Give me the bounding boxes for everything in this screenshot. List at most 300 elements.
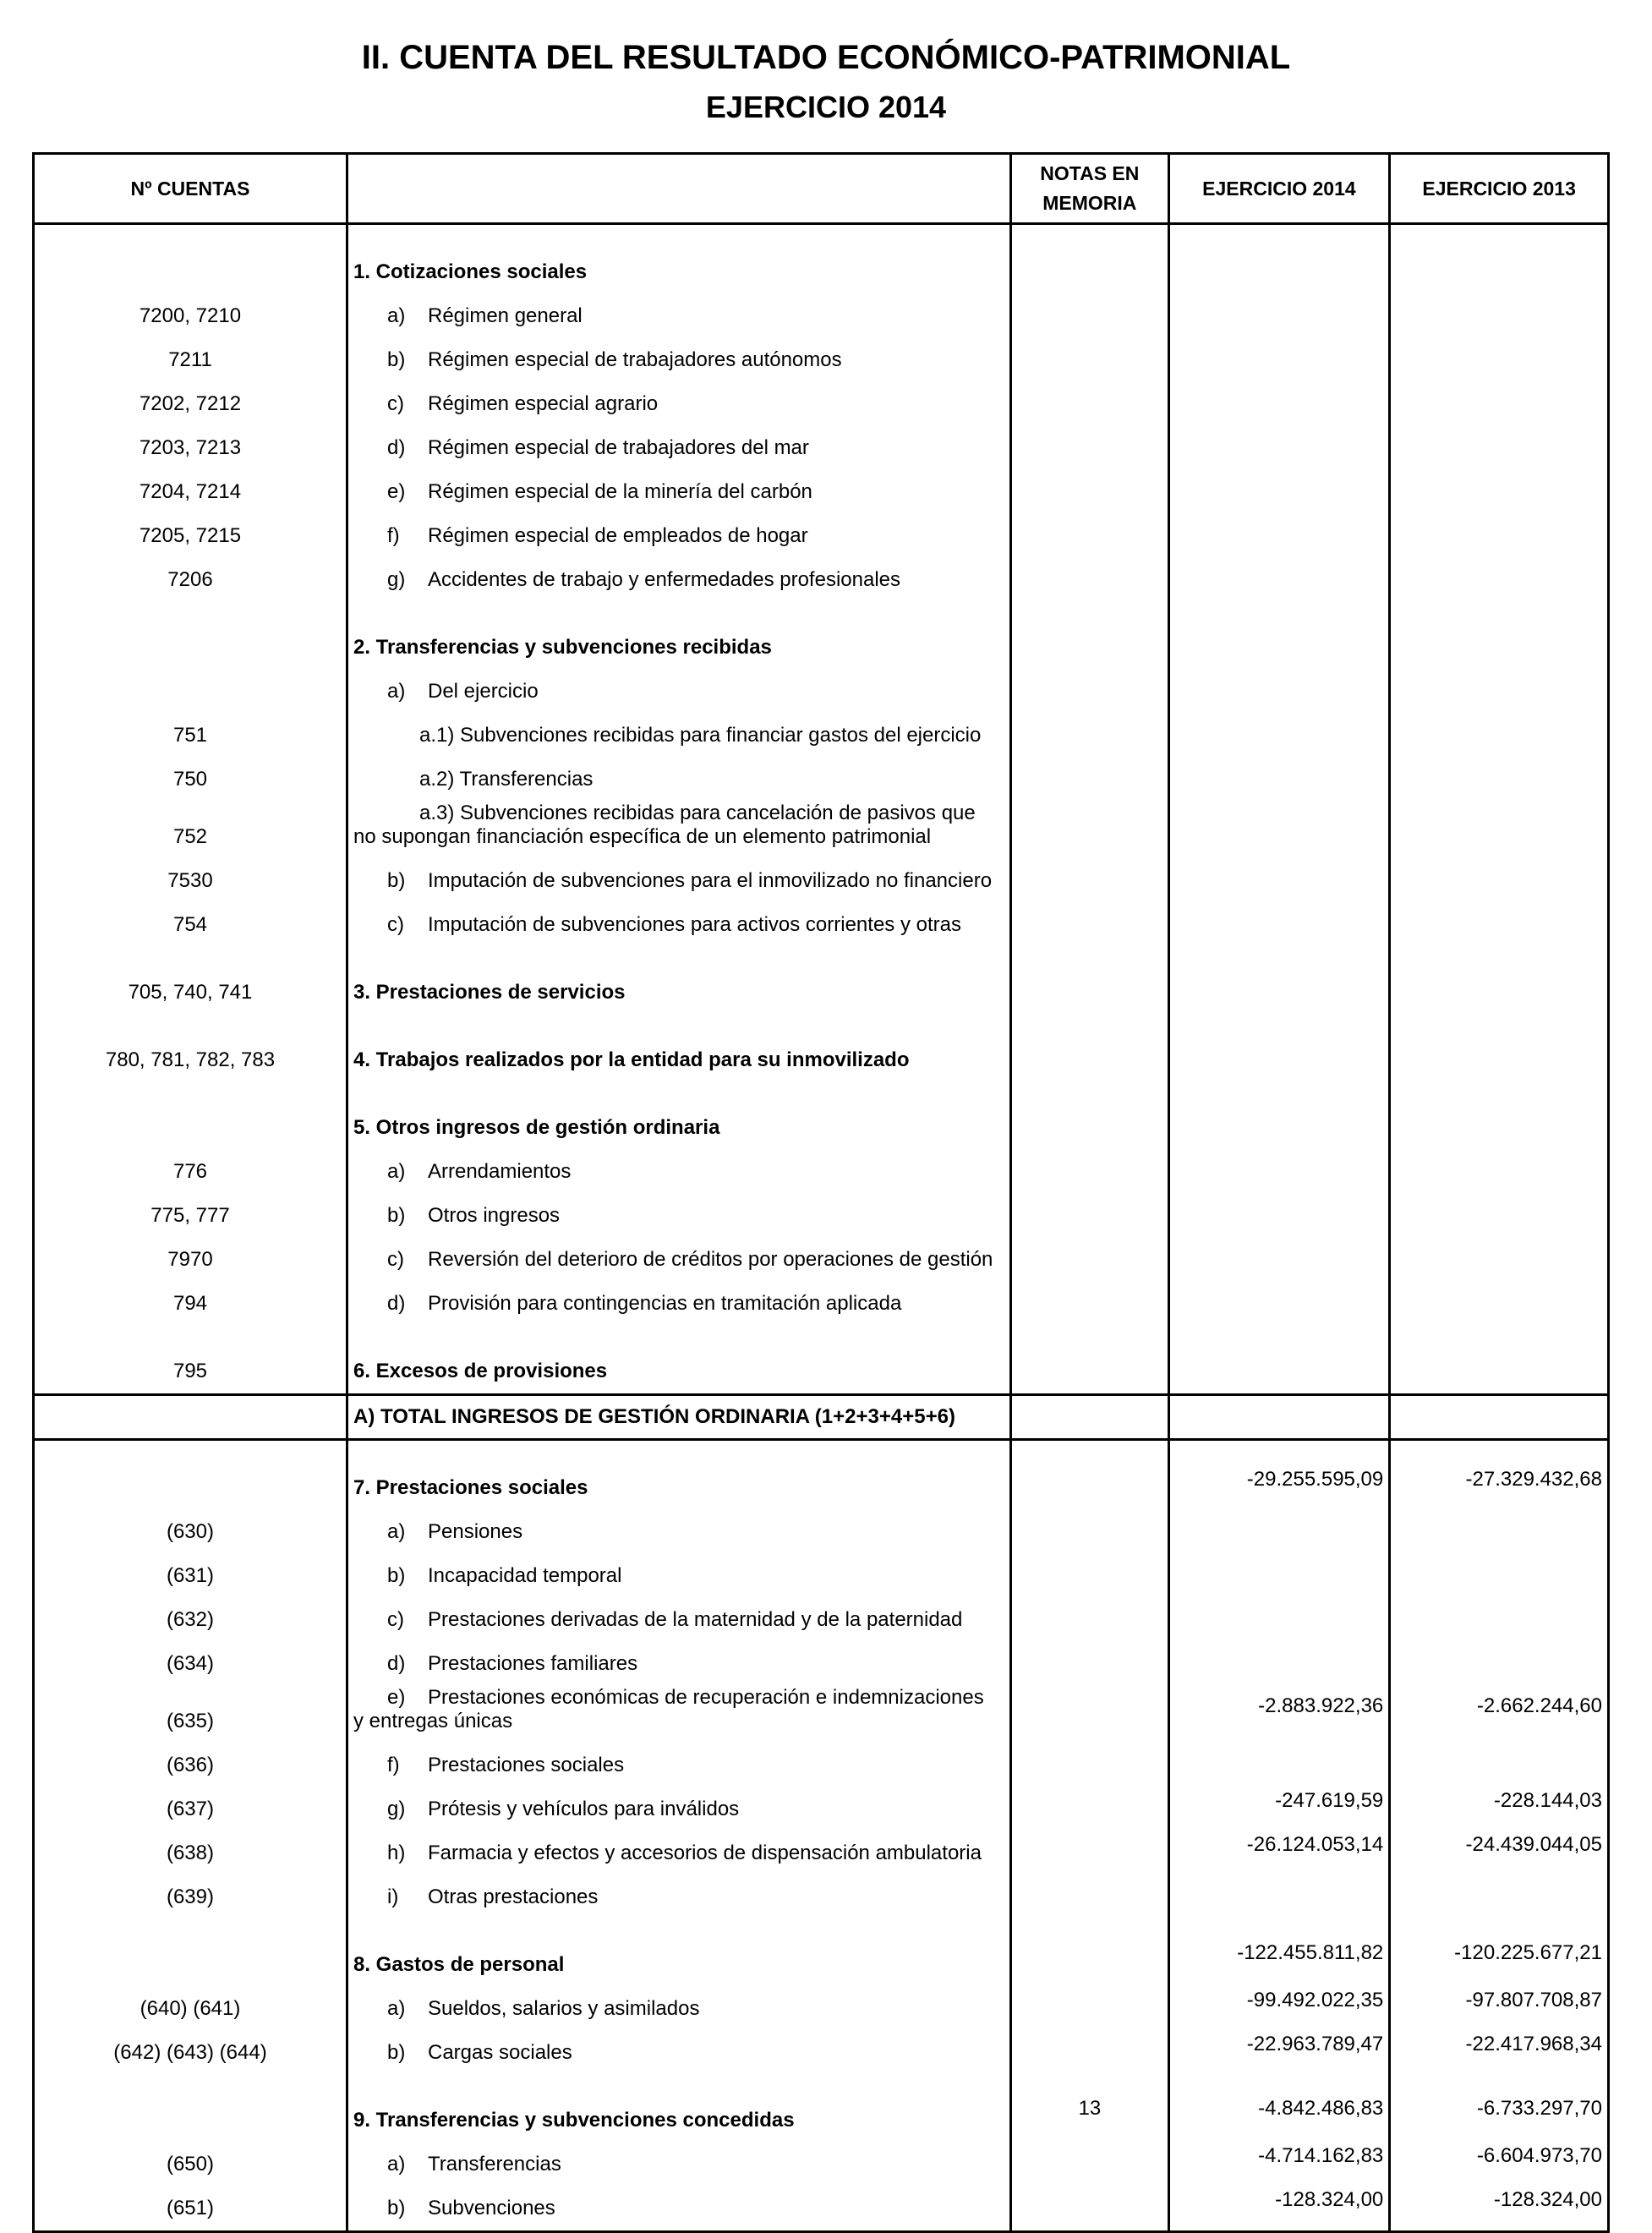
notes-cell	[1011, 940, 1169, 1008]
amount-2013-cell: -6.604.973,70	[1390, 2136, 1609, 2180]
amount-2014-cell	[1168, 463, 1390, 507]
description-cell	[347, 2024, 1010, 2068]
amount-2014-cell	[1168, 663, 1390, 707]
amount-2014-cell	[1168, 751, 1390, 795]
account-cell: 7211	[34, 331, 347, 375]
table-row	[34, 1781, 1609, 1825]
table-row	[34, 1913, 1609, 1980]
income-section	[34, 224, 1609, 1395]
item-bullet: b)	[386, 869, 406, 892]
item-bullet: h)	[386, 1842, 406, 1864]
account-cell: 750	[34, 751, 347, 795]
table-row	[34, 1737, 1609, 1781]
amount-2014-cell	[1168, 1635, 1390, 1679]
notes-cell	[1011, 1980, 1169, 2024]
total-2013-cell	[1390, 1395, 1609, 1440]
table-row	[34, 795, 1609, 852]
notes-cell	[1011, 331, 1169, 375]
item-wrapper	[353, 524, 808, 548]
item-label: Régimen especial agrario	[427, 392, 659, 415]
table-row	[34, 419, 1609, 463]
table-row	[34, 1008, 1609, 1075]
item-label: Régimen especial de la minería del carbón	[427, 480, 812, 503]
amount-2013-cell: -120.225.677,21	[1390, 1913, 1609, 1980]
description-cell	[347, 595, 1010, 663]
item-label: Accidentes de trabajo y enfermedades profesionales	[427, 568, 900, 591]
account-cell: (637)	[34, 1781, 347, 1825]
section-heading: 3. Prestaciones de servicios	[353, 981, 626, 1004]
item-label: Incapacidad temporal	[427, 1564, 622, 1587]
item-bullet: b)	[386, 348, 406, 371]
amount-2014-cell: -22.963.789,47	[1168, 2024, 1390, 2068]
item-bullet: a)	[386, 1997, 406, 2020]
amount-2013-cell	[1390, 751, 1609, 795]
amount-2013-cell	[1390, 1231, 1609, 1275]
header-year-2014: EJERCICIO 2014	[1168, 154, 1390, 224]
item-bullet: c)	[386, 1248, 404, 1271]
account-cell	[34, 2068, 347, 2136]
table-row	[34, 1980, 1609, 2024]
description-cell	[347, 1781, 1010, 1825]
item-wrapper	[353, 348, 842, 372]
amount-2013-cell: -22.417.968,34	[1390, 2024, 1609, 2068]
section-heading: 6. Excesos de provisiones	[353, 1360, 608, 1382]
amount-2014-cell: -247.619,59	[1168, 1781, 1390, 1825]
account-cell: 752	[34, 795, 347, 852]
amount-2014-cell	[1168, 224, 1390, 288]
table-row	[34, 224, 1609, 288]
table-row	[34, 2180, 1609, 2232]
item-wrapper	[353, 436, 809, 460]
description-cell	[347, 375, 1010, 419]
table-row	[34, 1075, 1609, 1143]
notes-cell	[1011, 896, 1169, 940]
amount-2014-cell: -4.714.162,83	[1168, 2136, 1390, 2180]
notes-cell	[1011, 1275, 1169, 1319]
section-heading: 8. Gastos de personal	[353, 1953, 565, 1976]
expense-section	[34, 1440, 1609, 2232]
item-bullet: a)	[386, 1520, 406, 1543]
account-cell: (632)	[34, 1591, 347, 1635]
table-row	[34, 1591, 1609, 1635]
item-wrapper	[353, 913, 961, 937]
table-row	[34, 375, 1609, 419]
item-label: Farmacia y efectos y accesorios de dispensación ambulatoria	[427, 1842, 982, 1864]
amount-2014-cell	[1168, 707, 1390, 751]
sub-item-label: a.2) Transferencias	[418, 768, 594, 791]
description-cell	[347, 1075, 1010, 1143]
notes-cell	[1011, 2180, 1169, 2232]
description-cell	[347, 1591, 1010, 1635]
notes-cell	[1011, 1231, 1169, 1275]
item-bullet: f)	[386, 1754, 400, 1776]
amount-2014-cell	[1168, 419, 1390, 463]
notes-cell	[1011, 1737, 1169, 1781]
account-cell: 754	[34, 896, 347, 940]
item-wrapper	[353, 1248, 993, 1272]
amount-2014-cell	[1168, 1503, 1390, 1547]
description-cell	[347, 224, 1010, 288]
notes-cell	[1011, 1869, 1169, 1913]
amount-2013-cell	[1390, 940, 1609, 1008]
item-wrapper	[353, 1997, 699, 2021]
amount-2014-cell	[1168, 331, 1390, 375]
amount-2014-cell	[1168, 1547, 1390, 1591]
account-cell: 7530	[34, 852, 347, 896]
amount-2014-cell	[1168, 375, 1390, 419]
amount-2013-cell	[1390, 507, 1609, 551]
amount-2013-cell	[1390, 419, 1609, 463]
notes-cell	[1011, 507, 1169, 551]
item-wrapper	[353, 392, 658, 416]
table-row	[34, 1319, 1609, 1395]
table-row	[34, 507, 1609, 551]
amount-2014-cell: -99.492.022,35	[1168, 1980, 1390, 2024]
item-label: Prestaciones familiares	[427, 1652, 638, 1675]
amount-2013-cell: -27.329.432,68	[1390, 1440, 1609, 1504]
item-bullet: a)	[386, 2153, 406, 2176]
notes-cell	[1011, 751, 1169, 795]
description-cell	[347, 852, 1010, 896]
amount-2013-cell	[1390, 896, 1609, 940]
notes-cell	[1011, 224, 1169, 288]
table-row	[34, 1547, 1609, 1591]
amount-2013-cell: -2.662.244,60	[1390, 1679, 1609, 1737]
amount-2014-cell	[1168, 795, 1390, 852]
item-wrapper	[353, 1686, 984, 1710]
table-row	[34, 1503, 1609, 1547]
amount-2013-cell	[1390, 463, 1609, 507]
item-bullet: b)	[386, 2197, 406, 2219]
account-cell: (650)	[34, 2136, 347, 2180]
page-subtitle: EJERCICIO 2014	[705, 90, 947, 124]
amount-2013-cell: -24.439.044,05	[1390, 1825, 1609, 1869]
item-bullet: e)	[386, 1686, 406, 1709]
description-cell	[347, 1440, 1010, 1504]
account-cell: (640) (641)	[34, 1980, 347, 2024]
item-label: Prestaciones económicas de recuperación e indemnizaciones	[427, 1686, 984, 1709]
table-row	[34, 595, 1609, 663]
item-wrapper	[353, 1798, 739, 1821]
table-row	[34, 1679, 1609, 1737]
header-description	[347, 154, 1010, 224]
amount-2014-cell: -26.124.053,14	[1168, 1825, 1390, 1869]
description-cell	[347, 1503, 1010, 1547]
notes-cell	[1011, 1008, 1169, 1075]
item-label: Régimen especial de empleados de hogar	[427, 524, 808, 547]
description-cell	[347, 1635, 1010, 1679]
table-row	[34, 663, 1609, 707]
section-heading: 1. Cotizaciones sociales	[353, 260, 588, 283]
sub-item-label: a.3) Subvenciones recibidas para cancelación de pasivos que	[418, 802, 976, 824]
amount-2013-cell	[1390, 795, 1609, 852]
account-cell: (642) (643) (644)	[34, 2024, 347, 2068]
amount-2014-cell	[1168, 1275, 1390, 1319]
item-bullet: d)	[386, 1652, 406, 1675]
amount-2013-cell	[1390, 1075, 1609, 1143]
amount-2013-cell	[1390, 1319, 1609, 1395]
account-cell: (638)	[34, 1825, 347, 1869]
amount-2014-cell	[1168, 1008, 1390, 1075]
amount-2014-cell	[1168, 1075, 1390, 1143]
notes-cell	[1011, 1781, 1169, 1825]
account-cell: (639)	[34, 1869, 347, 1913]
description-cell	[347, 1547, 1010, 1591]
section-heading: 9. Transferencias y subvenciones concedidas	[353, 2109, 795, 2132]
account-cell	[34, 1913, 347, 1980]
notes-cell	[1011, 375, 1169, 419]
table-row	[34, 1231, 1609, 1275]
amount-2013-cell	[1390, 595, 1609, 663]
item-wrapper	[353, 680, 539, 703]
description-cell	[347, 2136, 1010, 2180]
notes-cell	[1011, 419, 1169, 463]
amount-2014-cell: -4.842.486,83	[1168, 2068, 1390, 2136]
account-cell: 7202, 7212	[34, 375, 347, 419]
item-label: Otros ingresos	[427, 1204, 561, 1227]
notes-cell	[1011, 1440, 1169, 1504]
item-bullet: b)	[386, 1204, 406, 1227]
description-cell	[347, 507, 1010, 551]
item-bullet: f)	[386, 524, 400, 547]
table-row	[34, 1825, 1609, 1869]
item-wrapper	[353, 869, 992, 893]
notes-cell	[1011, 1547, 1169, 1591]
section-heading: 4. Trabajos realizados por la entidad para su inmovilizado	[353, 1048, 910, 1071]
description-cell	[347, 1679, 1010, 1737]
amount-2013-cell	[1390, 375, 1609, 419]
item-label: Del ejercicio	[427, 680, 539, 703]
item-label: Reversión del deterioro de créditos por operaciones de gestión	[427, 1248, 993, 1271]
header-year-2013: EJERCICIO 2013	[1390, 154, 1609, 224]
item-wrapper	[353, 1160, 571, 1184]
amount-2013-cell	[1390, 852, 1609, 896]
item-bullet: d)	[386, 436, 406, 459]
item-bullet: a)	[386, 304, 406, 327]
section-heading: 7. Prestaciones sociales	[353, 1476, 588, 1499]
amount-2013-cell	[1390, 331, 1609, 375]
item-wrapper	[353, 1204, 560, 1228]
account-cell: (635)	[34, 1679, 347, 1737]
sub-item-label: a.1) Subvenciones recibidas para financiar gastos del ejercicio	[418, 724, 982, 747]
item-label-continued: y entregas únicas	[353, 1710, 513, 1732]
account-cell: 751	[34, 707, 347, 751]
notes-cell	[1011, 852, 1169, 896]
account-cell: 795	[34, 1319, 347, 1395]
item-label: Otras prestaciones	[427, 1885, 599, 1908]
item-wrapper	[353, 1608, 962, 1632]
notes-cell	[1011, 795, 1169, 852]
amount-2014-cell	[1168, 507, 1390, 551]
amount-2014-cell: -29.255.595,09	[1168, 1440, 1390, 1504]
account-cell	[34, 595, 347, 663]
table-row	[34, 751, 1609, 795]
description-cell	[347, 1737, 1010, 1781]
amount-2014-cell: -2.883.922,36	[1168, 1679, 1390, 1737]
item-wrapper	[353, 1292, 901, 1316]
item-bullet: d)	[386, 1292, 406, 1315]
amount-2014-cell	[1168, 1319, 1390, 1395]
notes-cell	[1011, 595, 1169, 663]
description-cell	[347, 795, 1010, 852]
account-cell: 7204, 7214	[34, 463, 347, 507]
account-cell: (631)	[34, 1547, 347, 1591]
table-row	[34, 707, 1609, 751]
table-header-row	[34, 154, 1609, 224]
account-cell: 775, 777	[34, 1187, 347, 1231]
description-cell	[347, 551, 1010, 595]
amount-2014-cell	[1168, 1231, 1390, 1275]
notes-cell	[1011, 1075, 1169, 1143]
item-bullet: a)	[386, 1160, 406, 1183]
item-bullet: b)	[386, 1564, 406, 1587]
table-row	[34, 852, 1609, 896]
description-cell	[347, 287, 1010, 331]
notes-cell	[1011, 1679, 1169, 1737]
table-row	[34, 940, 1609, 1008]
amount-2014-cell	[1168, 1143, 1390, 1187]
account-cell	[34, 224, 347, 288]
account-cell: 776	[34, 1143, 347, 1187]
item-label: Prestaciones derivadas de la maternidad y de la paternidad	[427, 1608, 963, 1631]
notes-cell: 13	[1011, 2068, 1169, 2136]
item-label: Prestaciones sociales	[427, 1754, 625, 1776]
item-wrapper	[353, 1520, 522, 1544]
item-wrapper	[353, 304, 583, 328]
page-title: II. CUENTA DEL RESULTADO ECONÓMICO-PATRIMONIAL	[361, 39, 1291, 76]
section-heading: 5. Otros ingresos de gestión ordinaria	[353, 1116, 720, 1139]
item-label: Provisión para contingencias en tramitación aplicada	[427, 1292, 902, 1315]
item-wrapper	[353, 1885, 598, 1909]
item-label: Sueldos, salarios y asimilados	[427, 1997, 700, 2020]
amount-2014-cell	[1168, 551, 1390, 595]
notes-cell	[1011, 2136, 1169, 2180]
item-bullet: e)	[386, 480, 406, 503]
notes-cell	[1011, 287, 1169, 331]
table-row	[34, 1440, 1609, 1504]
table-row	[34, 2136, 1609, 2180]
description-cell	[347, 1008, 1010, 1075]
total-accounts-cell	[34, 1395, 347, 1440]
amount-2014-cell	[1168, 1737, 1390, 1781]
item-bullet: c)	[386, 392, 404, 415]
description-cell	[347, 1319, 1010, 1395]
description-cell	[347, 2068, 1010, 2136]
table-row	[34, 2068, 1609, 2136]
amount-2014-cell	[1168, 595, 1390, 663]
account-cell: 705, 740, 741	[34, 940, 347, 1008]
amount-2014-cell	[1168, 287, 1390, 331]
amount-2013-cell: -97.807.708,87	[1390, 1980, 1609, 2024]
table-row	[34, 287, 1609, 331]
notes-cell	[1011, 1319, 1169, 1395]
notes-cell	[1011, 1503, 1169, 1547]
header-notes: NOTAS EN MEMORIA	[1011, 154, 1169, 224]
item-wrapper	[353, 1564, 621, 1588]
notes-cell	[1011, 707, 1169, 751]
description-cell	[347, 1275, 1010, 1319]
notes-cell	[1011, 2024, 1169, 2068]
notes-cell	[1011, 1913, 1169, 1980]
amount-2013-cell	[1390, 287, 1609, 331]
item-label: Cargas sociales	[427, 2041, 572, 2064]
table-row	[34, 463, 1609, 507]
notes-cell	[1011, 1143, 1169, 1187]
account-cell: (634)	[34, 1635, 347, 1679]
amount-2013-cell	[1390, 663, 1609, 707]
item-label: Régimen general	[427, 304, 583, 327]
total-label: A) TOTAL INGRESOS DE GESTIÓN ORDINARIA (1+2+3+4+5+6)	[347, 1395, 1010, 1440]
account-cell	[34, 663, 347, 707]
account-cell: 7206	[34, 551, 347, 595]
amount-2013-cell	[1390, 707, 1609, 751]
amount-2013-cell	[1390, 551, 1609, 595]
table-row	[34, 1275, 1609, 1319]
header-accounts: Nº CUENTAS	[34, 154, 347, 224]
item-bullet: b)	[386, 2041, 406, 2064]
item-bullet: c)	[386, 1608, 404, 1631]
account-cell	[34, 1075, 347, 1143]
table-row	[34, 1143, 1609, 1187]
amount-2014-cell	[1168, 940, 1390, 1008]
description-cell	[347, 751, 1010, 795]
account-cell: 7205, 7215	[34, 507, 347, 551]
amount-2013-cell	[1390, 1737, 1609, 1781]
item-wrapper	[353, 480, 812, 504]
table-row	[34, 551, 1609, 595]
description-cell	[347, 663, 1010, 707]
item-wrapper	[353, 568, 900, 592]
description-cell	[347, 707, 1010, 751]
notes-cell	[1011, 551, 1169, 595]
table-row	[34, 1187, 1609, 1231]
item-wrapper	[353, 2197, 555, 2220]
section-heading: 2. Transferencias y subvenciones recibidas	[353, 636, 772, 659]
total-row	[34, 1395, 1609, 1440]
account-cell: (630)	[34, 1503, 347, 1547]
total-2014-cell	[1168, 1395, 1390, 1440]
notes-cell	[1011, 1187, 1169, 1231]
notes-cell	[1011, 663, 1169, 707]
account-cell: (651)	[34, 2180, 347, 2232]
item-bullet: g)	[386, 1798, 406, 1820]
description-cell	[347, 419, 1010, 463]
table-row	[34, 2024, 1609, 2068]
amount-2013-cell: -128.324,00	[1390, 2180, 1609, 2232]
item-bullet: g)	[386, 568, 406, 591]
description-cell	[347, 1980, 1010, 2024]
account-cell: 7200, 7210	[34, 287, 347, 331]
amount-2013-cell	[1390, 1547, 1609, 1591]
item-wrapper	[353, 2041, 572, 2065]
description-cell	[347, 896, 1010, 940]
amount-2013-cell	[1390, 1187, 1609, 1231]
amount-2014-cell	[1168, 896, 1390, 940]
item-wrapper	[353, 1652, 637, 1676]
amount-2014-cell: -128.324,00	[1168, 2180, 1390, 2232]
account-cell	[34, 1440, 347, 1504]
description-cell	[347, 1143, 1010, 1187]
notes-cell	[1011, 1825, 1169, 1869]
item-wrapper	[353, 1754, 624, 1777]
description-cell	[347, 1913, 1010, 1980]
item-label: Régimen especial de trabajadores autónomos	[427, 348, 842, 371]
item-label: Imputación de subvenciones para el inmovilizado no financiero	[427, 869, 993, 892]
item-label: Subvenciones	[427, 2197, 555, 2219]
item-bullet: i)	[386, 1885, 399, 1908]
item-label: Imputación de subvenciones para activos corrientes y otras	[427, 913, 961, 936]
account-cell: (636)	[34, 1737, 347, 1781]
